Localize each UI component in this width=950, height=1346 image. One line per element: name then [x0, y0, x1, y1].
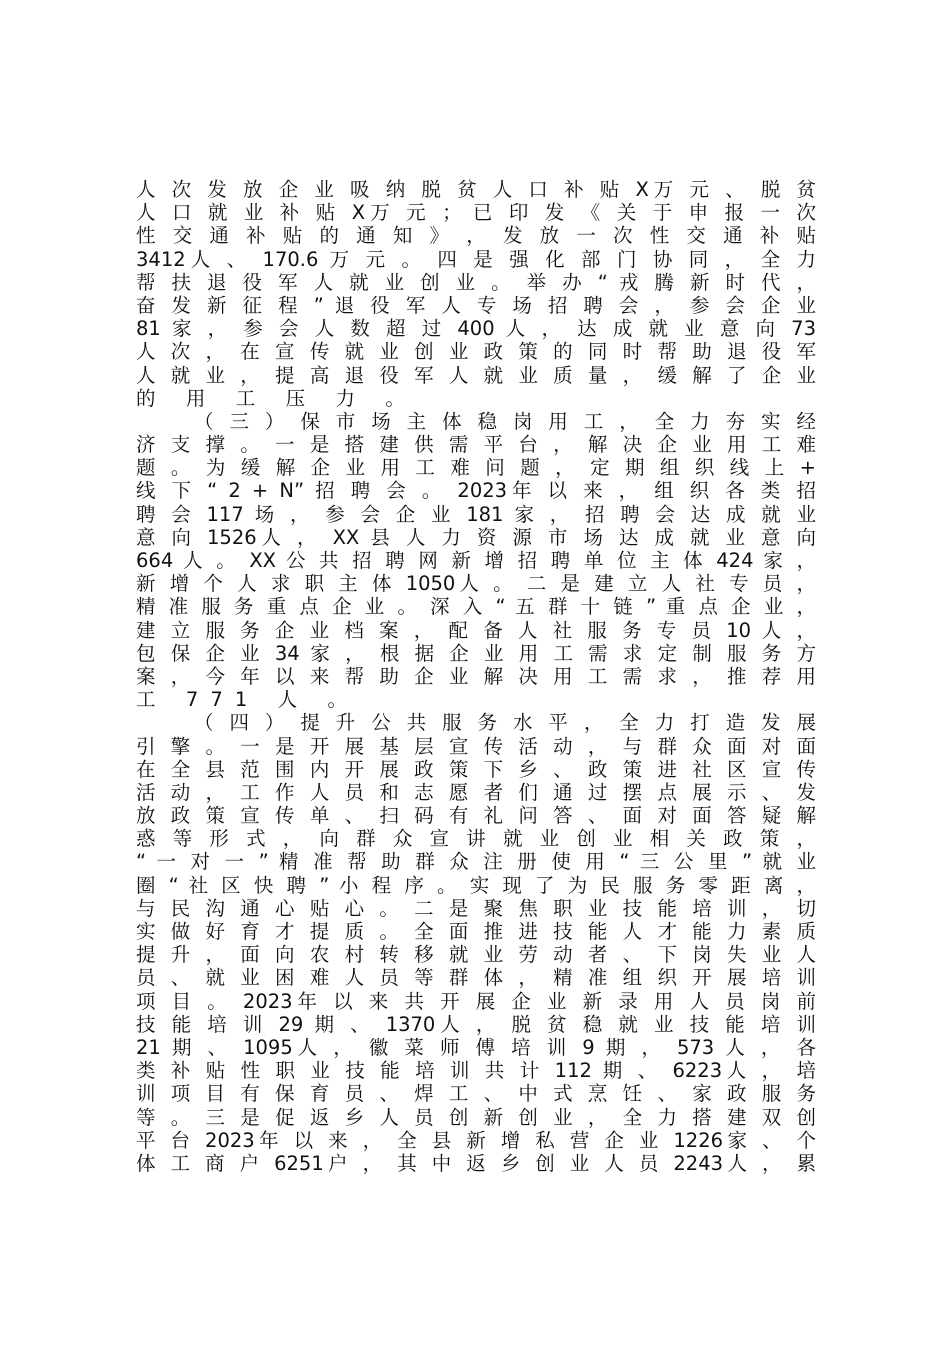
text-line: 聘 会 117 场 ， 参 会 企 业 181 家 ， 招 聘 会 达 成 就 业 — [136, 502, 816, 526]
text-line: 实 做 好 育 才 提 质 。 全 面 推 进 技 能 人 才 能 力 素 质 — [136, 920, 816, 943]
paragraph-2 — [136, 410, 816, 711]
text-line: 圈 “ 社 区 快 聘 ” 小 程 序 。 实 现 了 为 民 服 务 零 距 离 ， — [136, 873, 816, 897]
text-line: 题 。 为 缓 解 企 业 用 工 难 问 题 ， 定 期 组 织 线 上 + — [136, 456, 816, 480]
text-line: 工 771 人 。 — [136, 688, 360, 712]
paragraph-1 — [136, 178, 816, 410]
text-line: （ 三 ） 保 市 场 主 体 稳 岗 用 工 ， 全 力 夯 实 经 — [194, 409, 816, 433]
text-line: 放 政 策 宣 传 单 、 扫 码 有 礼 问 答 、 面 对 面 答 疑 解 — [136, 804, 816, 828]
text-line: 包 保 企 业 34 家 ， 根 据 企 业 用 工 需 求 定 制 服 务 方 — [136, 641, 816, 665]
text-line: 帮 扶 退 役 军 人 就 业 创 业 。 举 办 “ 戎 腾 新 时 代 ， — [136, 270, 816, 294]
paragraph-3 — [136, 711, 816, 1175]
text-line: 精 准 服 务 重 点 企 业 。 深 入 “ 五 群 十 链 ” 重 点 企 业 ， — [136, 595, 816, 619]
text-line: 体 工 商 户 6251户 ， 其 中 返 乡 创 业 人 员 2243人 ， 累 — [136, 1151, 816, 1175]
text-line: 性 交 通 补 贴 的 通 知 》 ， 发 放 一 次 性 交 通 补 贴 — [136, 224, 816, 248]
text-line: 奋 发 新 征 程 ” 退 役 军 人 专 场 招 聘 会 ， 参 会 企 业 — [136, 293, 816, 317]
text-line: “ 一 对 一 ” 精 准 帮 助 群 众 注 册 使 用 “ 三 公 里 ” 就 业 — [136, 850, 816, 874]
text-line: 项 目 。 2023年 以 来 共 开 展 企 业 新 录 用 人 员 岗 前 — [136, 989, 816, 1013]
text-line: 的 用 工 压 力 。 — [136, 386, 417, 410]
text-line: 664 人 。 XX 公 共 招 聘 网 新 增 招 聘 单 位 主 体 424 家 ， — [136, 549, 816, 572]
text-line: 惑 等 形 式 ， 向 群 众 宣 讲 就 业 创 业 相 关 政 策 ， — [136, 827, 816, 851]
document-body — [136, 178, 816, 1175]
text-line: 21 期 、 1095人 ， 徽 菜 师 傅 培 训 9 期 ， 573 人 ， 各 — [136, 1035, 816, 1059]
text-line: 平 台 2023年 以 来 ， 全 县 新 增 私 营 企 业 1226家 、 个 — [136, 1128, 816, 1152]
text-line: 引 擎 。 一 是 开 展 基 层 宣 传 活 动 ， 与 群 众 面 对 面 — [136, 734, 816, 758]
text-line: 与 民 沟 通 心 贴 心 。 二 是 聚 焦 职 业 技 能 培 训 ， 切 — [136, 896, 816, 920]
text-line: 活 动 ， 工 作 人 员 和 志 愿 者 们 通 过 摆 点 展 示 、 发 — [136, 780, 816, 804]
text-line: 人 口 就 业 补 贴 X万 元 ； 已 印 发 《 关 于 申 报 一 次 — [136, 201, 816, 225]
text-line: 建 立 服 务 企 业 档 案 ， 配 备 人 社 服 务 专 员 10 人 ， — [136, 618, 816, 642]
text-line: 人 次 发 放 企 业 吸 纳 脱 贫 人 口 补 贴 X万 元 、 脱 贫 — [136, 178, 816, 201]
text-line: 提 升 ， 面 向 农 村 转 移 就 业 劳 动 者 、 下 岗 失 业 人 — [136, 943, 816, 967]
text-line: 81 家 ， 参 会 人 数 超 过 400 人 ， 达 成 就 业 意 向 73 — [136, 317, 816, 341]
text-line: （ 四 ） 提 升 公 共 服 务 水 平 ， 全 力 打 造 发 展 — [194, 711, 816, 735]
text-line: 案 ， 今 年 以 来 帮 助 企 业 解 决 用 工 需 求 ， 推 荐 用 — [136, 664, 816, 688]
text-line: 人 次 ， 在 宣 传 就 业 创 业 政 策 的 同 时 帮 助 退 役 军 — [136, 340, 816, 364]
text-line: 技 能 培 训 29 期 、 1370人 ， 脱 贫 稳 就 业 技 能 培 训 — [136, 1012, 816, 1036]
text-line: 意 向 1526人 ， XX 县 人 力 资 源 市 场 达 成 就 业 意 向 — [136, 525, 816, 549]
text-line: 等 。 三 是 促 返 乡 人 员 创 新 创 业 ， 全 力 搭 建 双 创 — [136, 1105, 816, 1129]
text-line: 3412人 、 170.6 万 元 。 四 是 强 化 部 门 协 同 ， 全 力 — [136, 247, 816, 271]
text-line: 类 补 贴 性 职 业 技 能 培 训 共 计 112 期 、 6223人 ， 培 — [136, 1059, 816, 1083]
text-line: 人 就 业 ， 提 高 退 役 军 人 就 业 质 量 ， 缓 解 了 企 业 — [136, 363, 816, 387]
text-line: 员 、 就 业 困 难 人 员 等 群 体 ， 精 准 组 织 开 展 培 训 — [136, 966, 816, 990]
text-line: 训 项 目 有 保 育 员 、 焊 工 、 中 式 烹 饪 、 家 政 服 务 — [136, 1082, 816, 1106]
text-line: 济 支 撑 。 一 是 搭 建 供 需 平 台 ， 解 决 企 业 用 工 难 — [136, 433, 816, 457]
text-line: 在 全 县 范 围 内 开 展 政 策 下 乡 、 政 策 进 社 区 宣 传 — [136, 757, 816, 781]
text-line: 线 下 “ 2 + N” 招 聘 会 。 2023年 以 来 ， 组 织 各 类 招 — [136, 479, 816, 503]
text-line: 新 增 个 人 求 职 主 体 1050人 。 二 是 建 立 人 社 专 员 ， — [136, 572, 816, 596]
